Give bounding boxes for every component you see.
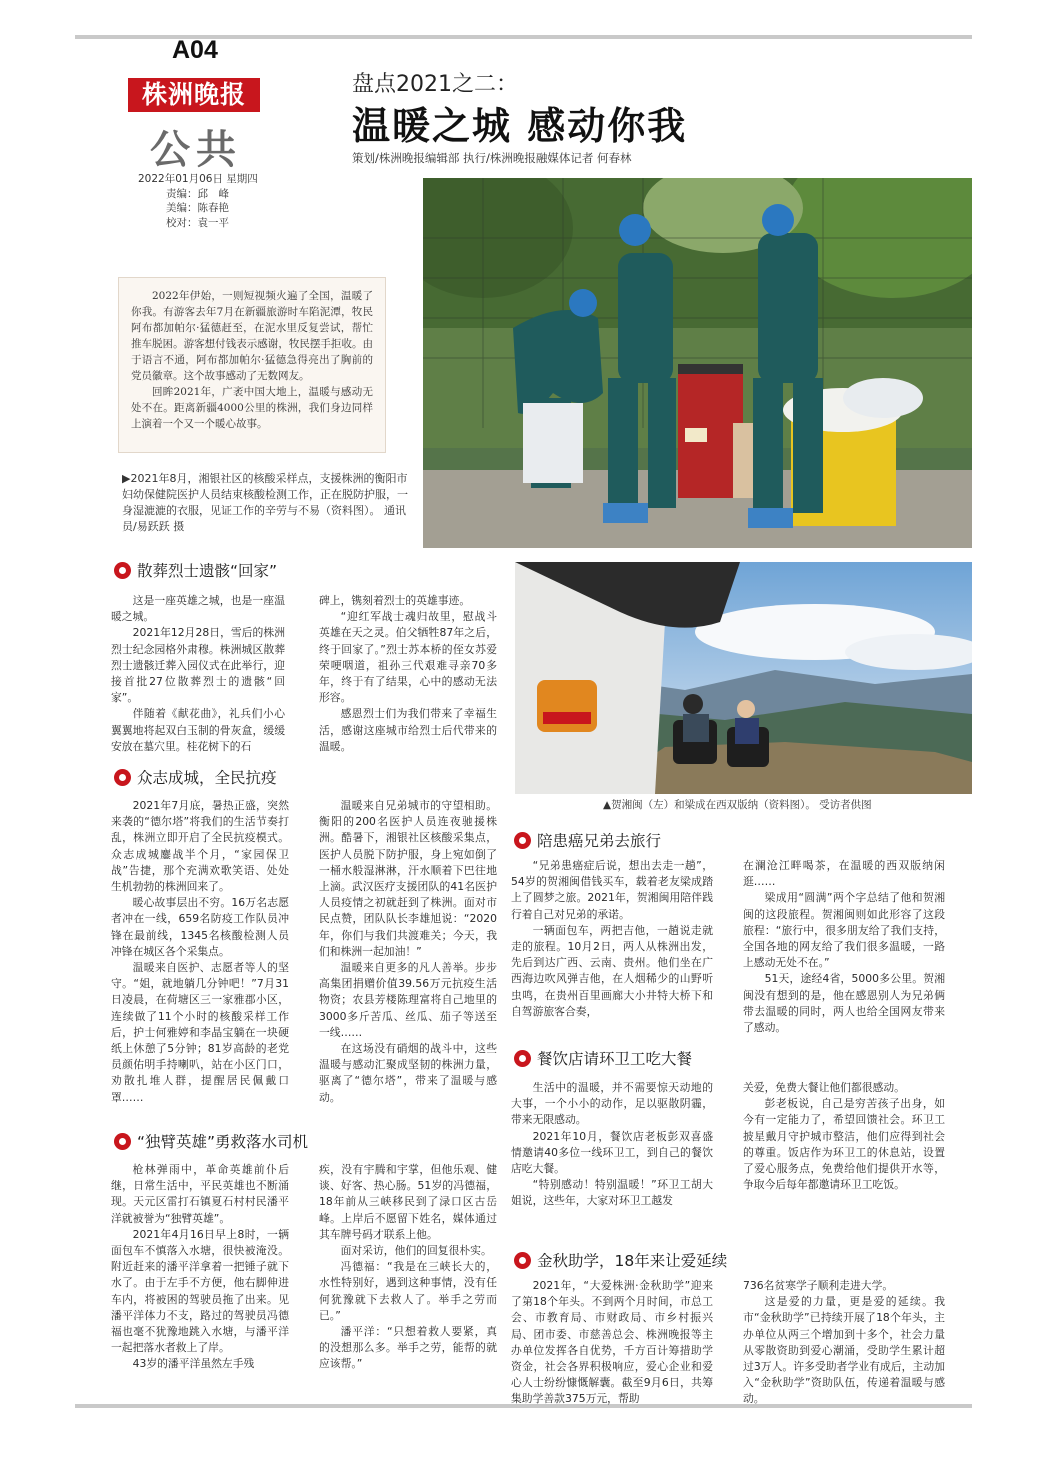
section-title: 餐饮店请环卫工吃大餐	[537, 1050, 693, 1068]
section-body	[111, 593, 497, 755]
text-column	[319, 798, 497, 1106]
designer-credit: 美编：陈春艳	[166, 202, 229, 214]
paragraph: “兄弟患癌症后说，想出去走一趟”，54岁的贺湘闽借钱买车，载着老友梁成踏上了圆梦之旅。2021年，贺湘闽用陪伴践行着自己对兄弟的承诺。	[511, 859, 713, 921]
intro-paragraph: 2022年伊始，一则短视频火遍了全国，温暖了你我。有游客去年7月在新疆旅游时车陷泥潭，牧民阿布都加帕尔·猛德赶至，在泥水里反复尝试，帮忙推车脱困。游客想付钱表示感谢，牧民摆手拒收。由于语言不通，阿布都加帕尔·猛德急得亮出了胸前的党员徽章。这个故事感动了无数网友。	[131, 290, 373, 382]
paragraph: 2021年4月16日早上8时，一辆面包车不慎落入水塘，很快被淹没。附近赶来的潘平洋拿着一把锤子就下水了。由于左手不方便，他右脚伸进车内，将被困的驾驶员拖了出来。见潘平洋体力不支，路过的驾驶员冯德福也毫不犹豫地跳入水塘，与潘平洋一起把落水者救上了岸。	[111, 1227, 289, 1355]
section-title: 金秋助学，18年来让爱延续	[537, 1252, 728, 1270]
byline: 策划/株洲晚报编辑部 执行/株洲晚报融媒体记者 何春林	[352, 151, 632, 165]
section-body	[111, 798, 497, 1106]
paragraph: “特别感动！特别温暖！”环卫工胡大姐说，这些年，大家对环卫工越发	[511, 1178, 713, 1208]
section-body	[111, 1162, 497, 1373]
section-heading	[514, 1047, 692, 1069]
text-column	[111, 1162, 289, 1373]
section-heading	[514, 829, 661, 851]
paragraph: 2021年12月28日，雪后的株洲烈士纪念园格外肃穆。株洲城区散葬烈士遗骸迁葬入园仪式在此举行，迎接首批27位散葬烈士的遗骸“回家”。	[111, 626, 285, 705]
paragraph: 51天，途经4省，5000多公里。贺湘闽没有想到的是，他在感恩别人为兄弟俩带去温暖的同时，两人也给全国网友带来了感动。	[743, 972, 945, 1035]
paragraph: 潘平洋：“只想着救人要紧，真的没想那么多。举手之劳，能帮的就应该帮。”	[319, 1325, 497, 1371]
paragraph: 感恩烈士们为我们带来了幸福生活，感谢这座城市给烈士后代带来的温暖。	[319, 707, 497, 753]
proofreader-credit: 校对：袁一平	[166, 216, 229, 229]
photo-travel	[515, 562, 972, 794]
headline-kicker: 盘点2021之二：	[352, 72, 518, 97]
paragraph: 43岁的潘平洋虽然左手残	[132, 1357, 255, 1371]
paragraph: 冯德福：“我是在三峡长大的，水性特别好，遇到这种事情，没有任何犹豫就下去救人了。举手之劳而已。”	[319, 1260, 497, 1322]
paper-logo: 株洲晚报	[128, 78, 260, 112]
paragraph: 碑上，镌刻着烈士的英雄事迹。	[319, 594, 471, 607]
paragraph: 枪林弹雨中，革命英雄前仆后继，日常生活中，平民英雄也不断涌现。天元区雷打石镇夏石村村民潘平洋就被誉为“独臂英雄”。	[111, 1163, 289, 1225]
text-column	[743, 858, 945, 1036]
section-title: 陪患癌兄弟去旅行	[537, 832, 662, 850]
paragraph: 一辆面包车，两把吉他，一趟说走就走的旅程。10月2日，两人从株洲出发，先后到达广西、云南、贵州。他们坐在广西海边吹风弹吉他，在人烟稀少的山野听虫鸣，在贵州百里画廊大小井特大桥下和自驾游旅客合奏，	[511, 923, 713, 1018]
section-name: 公共	[150, 126, 242, 173]
paragraph: 梁成用“圆满”两个字总结了他和贺湘闽的这段旅程。贺湘闽则如此形容了这段旅程：“旅行中，很多朋友给了我们支持，全国各地的网友给了我们很多温暖，一路上感动无处不在。”	[743, 891, 945, 970]
paragraph: 温暖来自兄弟城市的守望相助。衡阳的200名医护人员连夜驰援株洲。酷暑下，湘银社区核酸采集点，医护人员脱下防护服，身上宛如倒了一桶水般湿淋淋，汗水顺着下巴往地上滴。武汉医疗支援团队的41名医护人员疫情之初就赶到了株洲。面对市民点赞，团队队长李雄旭说：“2020年，你们与我们共渡难关；今天，我们和株洲一起加油！”	[319, 799, 497, 958]
text-column	[319, 593, 497, 755]
text-column	[111, 798, 289, 1106]
paragraph: 在澜沧江畔喝茶，在温暖的西双版纳闲逛……	[743, 859, 945, 889]
section-body	[511, 858, 945, 1036]
paragraph: 彭老板说，自己是穷苦孩子出身，如今有一定能力了，希望回馈社会。环卫工披星戴月守护城市整洁，他们应得到社会的尊重。饭店作为环卫工的休息站，设置了爱心服务点，免费给他们提供开水等，争取今后每年都邀请环卫工吃饭。	[743, 1097, 945, 1192]
paragraph: 在这场没有硝烟的战斗中，这些温暖与感动汇聚成坚韧的株洲力量，驱离了“德尔塔”，带来了温暖与感动。	[319, 1042, 497, 1104]
issue-date: 2022年01月06日 星期四	[138, 173, 258, 185]
bullet-icon	[114, 1133, 131, 1150]
text-column	[319, 1162, 497, 1373]
section-body	[511, 1278, 945, 1408]
intro-paragraph: 回眸2021年，广袤中国大地上，温暖与感动无处不在。距离新疆4000公里的株洲，我们身边同样上演着一个又一个暖心故事。	[131, 386, 373, 430]
paragraph: 这是爱的力量，更是爱的延续。我市“金秋助学”已持续开展了18个年头，主办单位从两三个增加到十多个，社会力量从零散资助到爱心潮涌，受助学生累计超过3万人。许多受助者学业有成后，主动加入“金秋助学”资助队伍，传递着温暖与感动。	[743, 1295, 945, 1406]
section-body	[511, 1080, 945, 1210]
paragraph: 2021年，“大爱株洲·金秋助学”迎来了第18个年头。不到两个月时间，市总工会、市教育局、市财政局、市乡村振兴局、团市委、市慈善总会、株洲晚报等主办单位发挥各自优势，千方百计筹措助学资金，社会各界积极响应，爱心企业和爱心人士纷纷慷慨解囊。截至9月6日，共筹集助学善款375万元，帮助	[511, 1279, 713, 1406]
text-column	[511, 1080, 713, 1210]
page-meta	[138, 172, 258, 230]
editor-credit: 责编：邱 峰	[166, 187, 229, 200]
paragraph: 面对采访，他们的回复很朴实。	[340, 1244, 492, 1258]
section-heading	[514, 1249, 727, 1271]
page-number: A04	[172, 36, 218, 64]
section-title: 散葬烈士遗骸“回家”	[137, 562, 278, 580]
section-heading	[114, 559, 277, 581]
paragraph: 这是一座英雄之城，也是一座温暖之城。	[111, 594, 285, 624]
section-heading	[114, 1130, 308, 1152]
paragraph: 2021年10月，餐饮店老板彭双喜盛情邀请40多位一线环卫工，到自己的餐饮店吃大餐。	[511, 1129, 713, 1176]
text-column	[743, 1278, 945, 1408]
paragraph: 温暖来自更多的凡人善举。步步高集团捐赠价值39.56万元抗疫生活物资；农县芳楼陈理富将自己地里的3000多斤苦瓜、丝瓜、茄子等送至一线……	[319, 961, 497, 1039]
paragraph: 疾，没有宇腾和宇掌，但他乐观、健谈、好客、热心肠。51岁的冯德福，18年前从三峡移民到了渌口区古岳峰。上岸后不愿留下姓名，媒体通过其车牌号码才联系上他。	[319, 1163, 497, 1241]
paragraph: 伴随着《献花曲》，礼兵们小心翼翼地将起双白玉制的骨灰盒，缓缓安放在墓穴里。桂花树下的石	[111, 707, 285, 753]
bullet-icon	[114, 769, 131, 786]
photo-caption-medics: ▶2021年8月，湘银社区的核酸采样点，支援株洲的衡阳市妇幼保健院医护人员结束核酸检测工作，正在脱防护服，一身湿漉漉的衣服，见证工作的辛劳与不易（资料图）。 通讯员/易跃跃 摄	[122, 472, 408, 533]
bullet-icon	[114, 562, 131, 579]
paragraph: 736名贫寒学子顺利走进大学。	[743, 1279, 894, 1292]
paragraph: “迎红军战士魂归故里，慰战斗英雄在天之灵。伯父牺牲87年之后，终于回家了。”烈士苏本桥的侄女苏爱荣哽咽道，祖孙三代艰难寻亲70多年，终于有了结果，心中的感动无法形容。	[319, 610, 497, 705]
text-column	[743, 1080, 945, 1210]
intro-box	[118, 277, 386, 453]
photo-caption-travel: ▲贺湘闽（左）和梁成在西双版纳（资料图）。 受访者供图	[603, 799, 872, 811]
text-column	[511, 858, 713, 1036]
text-column	[511, 1278, 713, 1408]
paragraph: 关爱，免费大餐让他们都很感动。	[743, 1081, 905, 1094]
bullet-icon	[514, 1050, 531, 1067]
section-heading	[114, 766, 277, 788]
text-column	[111, 593, 285, 755]
paragraph: 温暖来自医护、志愿者等人的坚守。“姐，就地躺几分钟吧！”7月31日凌晨，在荷塘区三一家雅郡小区，连续做了11个小时的核酸采样工作后，护士何雅婷和李晶宝躺在一块硬纸上休憩了5分钟；81岁高龄的老党员颜佑明手持喇叭，站在小区门口，劝散扎堆人群，提醒居民佩戴口罩……	[111, 961, 289, 1104]
paragraph: 2021年7月底，暑热正盛，突然来袭的“德尔塔”将我们的生活节奏打乱，株洲立即开启了全民抗疫模式。众志成城鏖战半个月，“家园保卫战”告捷，那个充满欢歌笑语、处处生机勃勃的株洲回来了。	[111, 799, 289, 894]
bullet-icon	[514, 832, 531, 849]
headline: 温暖之城 感动你我	[352, 104, 688, 148]
section-title: 众志成城，全民抗疫	[137, 769, 277, 787]
paragraph: 生活中的温暖，并不需要惊天动地的大事，一个小小的动作，足以驱散阴霾，带来无限感动。	[511, 1081, 713, 1127]
paragraph: 暖心故事层出不穷。16万名志愿者冲在一线，659名防疫工作队员冲锋在最前线，1345名核酸检测人员冲锋在城区各个采集点。	[111, 896, 289, 958]
section-title: “独臂英雄”勇救落水司机	[137, 1133, 309, 1151]
bullet-icon	[514, 1252, 531, 1269]
photo-medics	[423, 178, 972, 548]
